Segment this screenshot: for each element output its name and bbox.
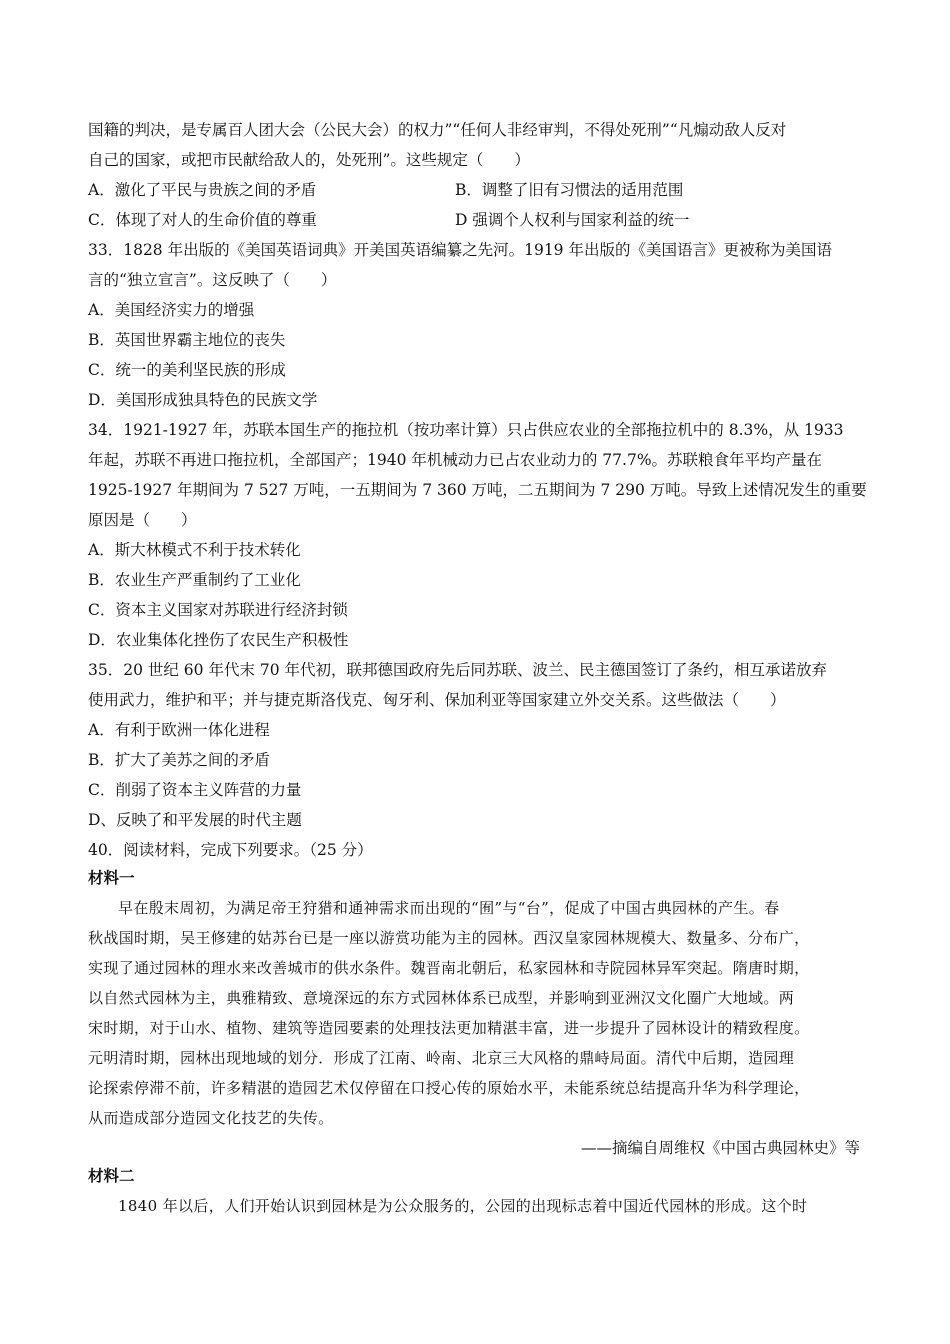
q34-line-1: 34．1921-1927 年，苏联本国生产的拖拉机（按功率计算）只占供应农业的全部拖拉机中的 8.3%，从 1933 bbox=[88, 421, 844, 439]
material-1-line-2: 秋战国时期，吴王修建的姑苏台已是一座以游赏功能为主的园林。西汉皇家园林规模大、数量多、分布广， bbox=[88, 929, 810, 947]
q34-line-2: 年起，苏联不再进口拖拉机，全部国产；1940 年机械动力已占农业动力的 77.7%。苏联粮食年平均产量在 bbox=[88, 451, 823, 469]
material-1-line-6: 元明清时期，园林出现地域的划分．形成了江南、岭南、北京三大风格的鼎峙局面。清代中后期，造园理 bbox=[88, 1049, 795, 1067]
q32-line-1: 国籍的判决，是专属百人团大会（公民大会）的权力”“任何人非经审判，不得处死刑”“凡煽动敌人反对 bbox=[88, 121, 787, 139]
q33-option-c: C．统一的美利坚民族的形成 bbox=[88, 361, 286, 379]
material-1-line-5: 宋时期，对于山水、植物、建筑等造园要素的处理技法更加精湛丰富，进一步提升了园林设计的精致程度。 bbox=[88, 1019, 810, 1037]
q35-option-b: B．扩大了美苏之间的矛盾 bbox=[88, 751, 270, 769]
q33-option-a: A．美国经济实力的增强 bbox=[88, 301, 255, 319]
material-2-title: 材料二 bbox=[88, 1166, 135, 1185]
q33-line-1: 33．1828 年出版的《美国英语词典》开美国英语编纂之先河。1919 年出版的《美国语言》更被称为美国语 bbox=[88, 241, 832, 259]
q33-option-d: D．美国形成独具特色的民族文学 bbox=[88, 391, 318, 409]
q35-option-d: D、反映了和平发展的时代主题 bbox=[88, 811, 302, 829]
q32-option-a: A．激化了平民与贵族之间的矛盾 bbox=[88, 181, 317, 199]
material-1-title: 材料一 bbox=[88, 868, 135, 887]
q34-option-a: A．斯大林模式不利于技术转化 bbox=[88, 541, 301, 559]
q40-stem: 40．阅读材料，完成下列要求。（25 分） bbox=[88, 841, 373, 859]
q32-option-d: D 强调个人权利与国家利益的统一 bbox=[455, 211, 690, 229]
q32-option-c: C．体现了对人的生命价值的尊重 bbox=[88, 211, 317, 229]
q34-line-3: 1925-1927 年期间为 7 527 万吨，一五期间为 7 360 万吨，二五期间为 7 290 万吨。导致上述情况发生的重要 bbox=[88, 481, 867, 499]
material-1-line-4: 以自然式园林为主，典雅精致、意境深远的东方式园林体系已成型，并影响到亚洲汉文化圈广大地域。两 bbox=[88, 989, 795, 1007]
material-1-source: ——摘编自周维权《中国古典园林史》等 bbox=[580, 1139, 860, 1157]
material-1-line-1: 早在殷末周初，为满足帝王狩猎和通神需求而出现的“囿”与“台”，促成了中国古典园林的产生。春 bbox=[118, 899, 780, 917]
q34-line-4: 原因是（ ） bbox=[88, 511, 197, 529]
material-1-line-8: 从而造成部分造园文化技艺的失传。 bbox=[88, 1109, 334, 1127]
q33-line-2: 言的“独立宣言”。这反映了（ ） bbox=[88, 271, 337, 289]
q35-option-c: C．削弱了资本主义阵营的力量 bbox=[88, 781, 302, 799]
q34-option-b: B．农业生产严重制约了工业化 bbox=[88, 571, 301, 589]
material-1-line-3: 实现了通过园林的理水来改善城市的供水条件。魏晋南北朝后，私家园林和寺院园林异军突起。隋唐时期， bbox=[88, 959, 810, 977]
q32-line-2: 自己的国家，或把市民献给敌人的，处死刑”。这些规定（ ） bbox=[88, 151, 530, 169]
material-1-line-7: 论探索停滞不前，许多精湛的造园艺术仅停留在口授心传的原始水平，未能系统总结提高升华为科学理论， bbox=[88, 1079, 810, 1097]
q35-line-2: 使用武力，维护和平；并与捷克斯洛伐克、匈牙利、保加利亚等国家建立外交关系。这些做法（ ） bbox=[88, 691, 786, 709]
q35-option-a: A．有利于欧洲一体化进程 bbox=[88, 721, 270, 739]
q34-option-c: C．资本主义国家对苏联进行经济封锁 bbox=[88, 601, 348, 619]
q32-option-b: B．调整了旧有习惯法的适用范围 bbox=[455, 181, 684, 199]
q34-option-d: D．农业集体化挫伤了农民生产积极性 bbox=[88, 631, 349, 649]
q35-line-1: 35．20 世纪 60 年代末 70 年代初，联邦德国政府先后同苏联、波兰、民主德国签订了条约，相互承诺放弃 bbox=[88, 661, 828, 679]
q33-option-b: B．英国世界霸主地位的丧失 bbox=[88, 331, 286, 349]
material-2-line-1: 1840 年以后，人们开始认识到园林是为公众服务的，公园的出现标志着中国近代园林的形成。这个时 bbox=[118, 1197, 808, 1215]
